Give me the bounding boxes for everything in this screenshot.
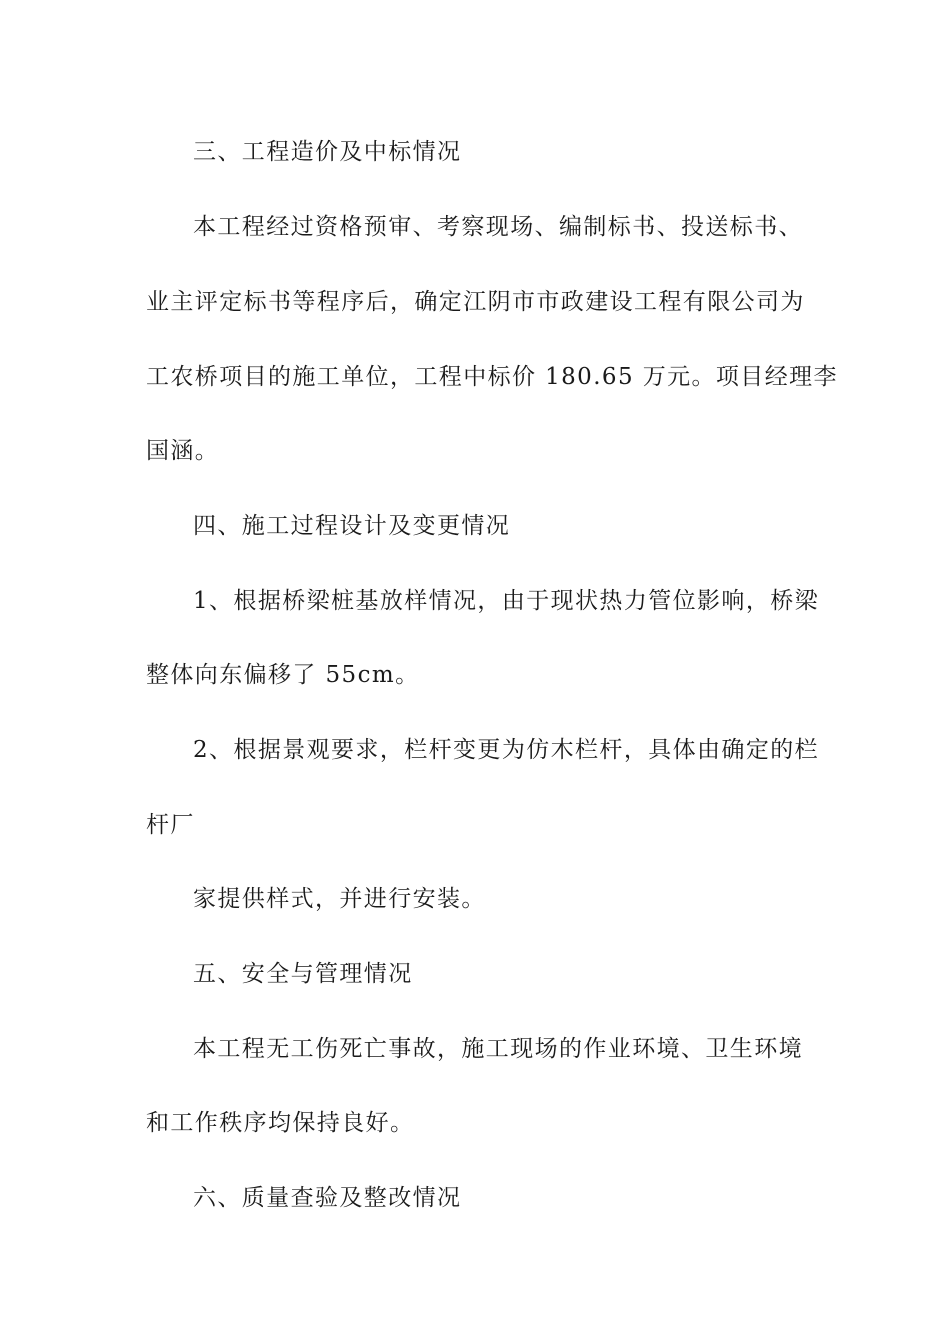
section-heading-3: 三、工程造价及中标情况 xyxy=(193,139,462,165)
section-heading-6: 六、质量查验及整改情况 xyxy=(193,1185,462,1211)
paragraph-line: 工农桥项目的施工单位，工程中标价 180.65 万元。项目经理李 xyxy=(146,364,838,390)
paragraph-line: 本工程经过资格预审、考察现场、编制标书、投送标书、 xyxy=(193,214,803,240)
paragraph-line: 和工作秩序均保持良好。 xyxy=(146,1110,415,1136)
paragraph-line: 业主评定标书等程序后，确定江阴市市政建设工程有限公司为 xyxy=(146,289,805,315)
section-heading-5: 五、安全与管理情况 xyxy=(193,961,413,987)
paragraph-line: 国涵。 xyxy=(146,438,220,464)
paragraph-line: 1、根据桥梁桩基放样情况，由于现状热力管位影响，桥梁 xyxy=(193,588,820,614)
paragraph-line: 本工程无工伤死亡事故，施工现场的作业环境、卫生环境 xyxy=(193,1036,803,1062)
paragraph-line: 2、根据景观要求，栏杆变更为仿木栏杆，具体由确定的栏 xyxy=(193,737,820,763)
paragraph-line: 杆厂 xyxy=(146,812,195,838)
paragraph-line: 整体向东偏移了 55cm。 xyxy=(146,662,420,688)
paragraph-line: 家提供样式，并进行安装。 xyxy=(193,886,486,912)
section-heading-4: 四、施工过程设计及变更情况 xyxy=(193,513,511,539)
